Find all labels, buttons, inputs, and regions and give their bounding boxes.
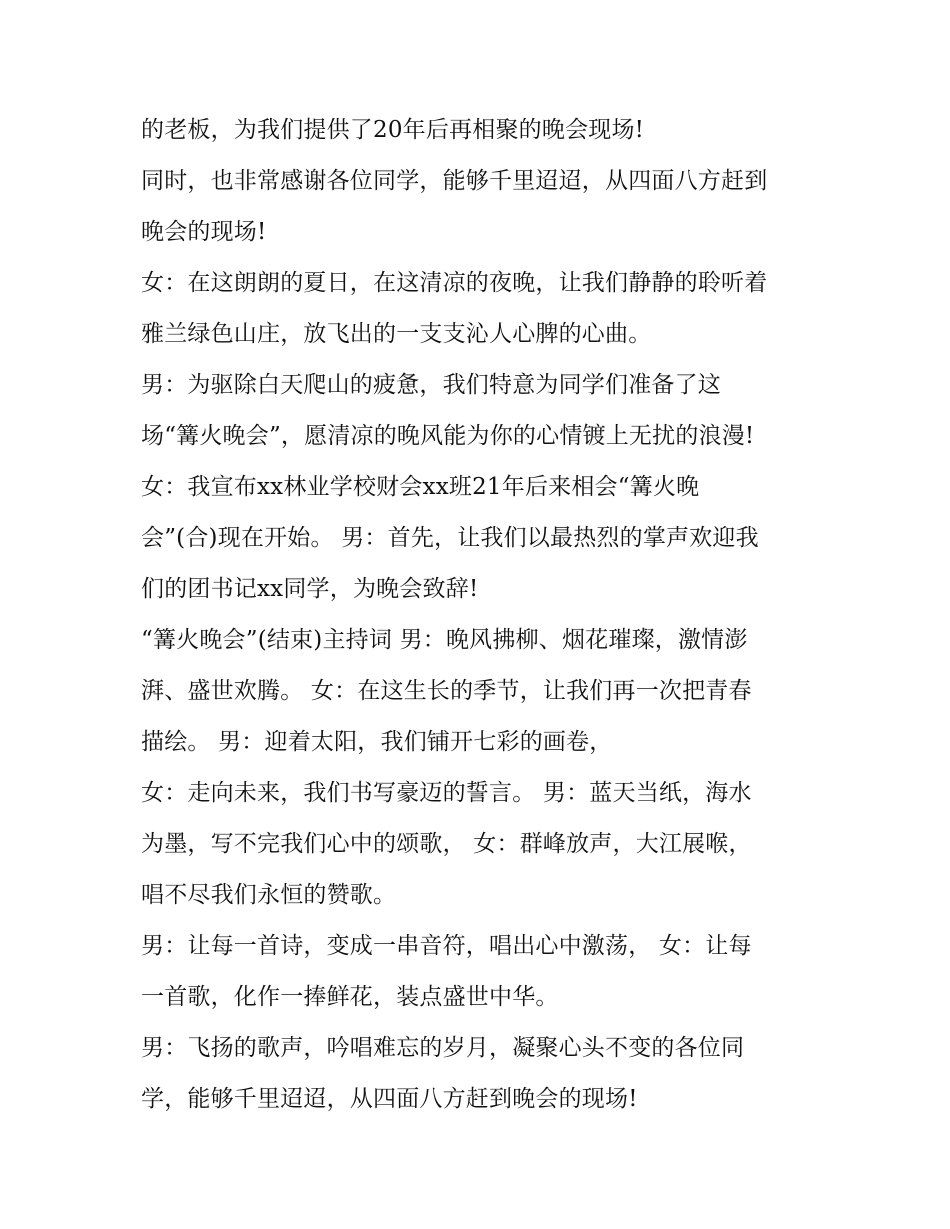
text-line-2: 同时，也非常感谢各位同学，能够千里迢迢，从四面八方赶到 <box>141 168 768 194</box>
text-line-9: 会”(合)现在开始。 男：首先，让我们以最热烈的掌声欢迎我 <box>141 525 759 551</box>
text-line-3: 晚会的现场! <box>141 219 267 245</box>
text-line-8: 女：我宣布xx林业学校财会xx班21年后来相会“篝火晚 <box>141 474 700 500</box>
text-line-17: 男：让每一首诗，变成一串音符，唱出心中激荡， 女：让每 <box>141 933 752 959</box>
text-line-14: 女：走向未来，我们书写豪迈的誓言。 男：蓝天当纸，海水 <box>141 780 752 806</box>
text-line-13: 描绘。 男：迎着太阳，我们铺开七彩的画卷， <box>141 729 613 755</box>
text-line-1: 的老板，为我们提供了20年后再相聚的晚会现场! <box>141 117 645 143</box>
body-text <box>141 105 831 1125</box>
text-line-11: “篝火晚会”(结束)主持词 男：晚风拂柳、烟花璀璨，激情澎 <box>141 627 748 653</box>
text-line-16: 唱不尽我们永恒的赞歌。 <box>141 882 397 908</box>
text-line-7: 场“篝火晚会”，愿清凉的晚风能为你的心情镀上无扰的浪漫! <box>141 423 755 449</box>
text-line-5: 雅兰绿色山庄，放飞出的一支支沁人心脾的心曲。 <box>141 321 652 347</box>
text-line-4: 女：在这朗朗的夏日，在这清凉的夜晚，让我们静静的聆听着 <box>141 270 768 296</box>
text-line-20: 学，能够千里迢迢，从四面八方赶到晚会的现场! <box>141 1086 638 1112</box>
text-line-18: 一首歌，化作一捧鲜花，装点盛世中华。 <box>141 984 559 1010</box>
text-line-12: 湃、盛世欢腾。 女：在这生长的季节，让我们再一次把青春 <box>141 678 752 704</box>
text-line-6: 男：为驱除白天爬山的疲惫，我们特意为同学们准备了这 <box>141 372 721 398</box>
text-line-15: 为墨，写不完我们心中的颂歌， 女：群峰放声，大江展喉， <box>141 831 752 857</box>
text-line-19: 男：飞扬的歌声，吟唱难忘的岁月，凝聚心头不变的各位同 <box>141 1035 745 1061</box>
text-line-10: 们的团书记xx同学，为晚会致辞! <box>141 576 479 602</box>
